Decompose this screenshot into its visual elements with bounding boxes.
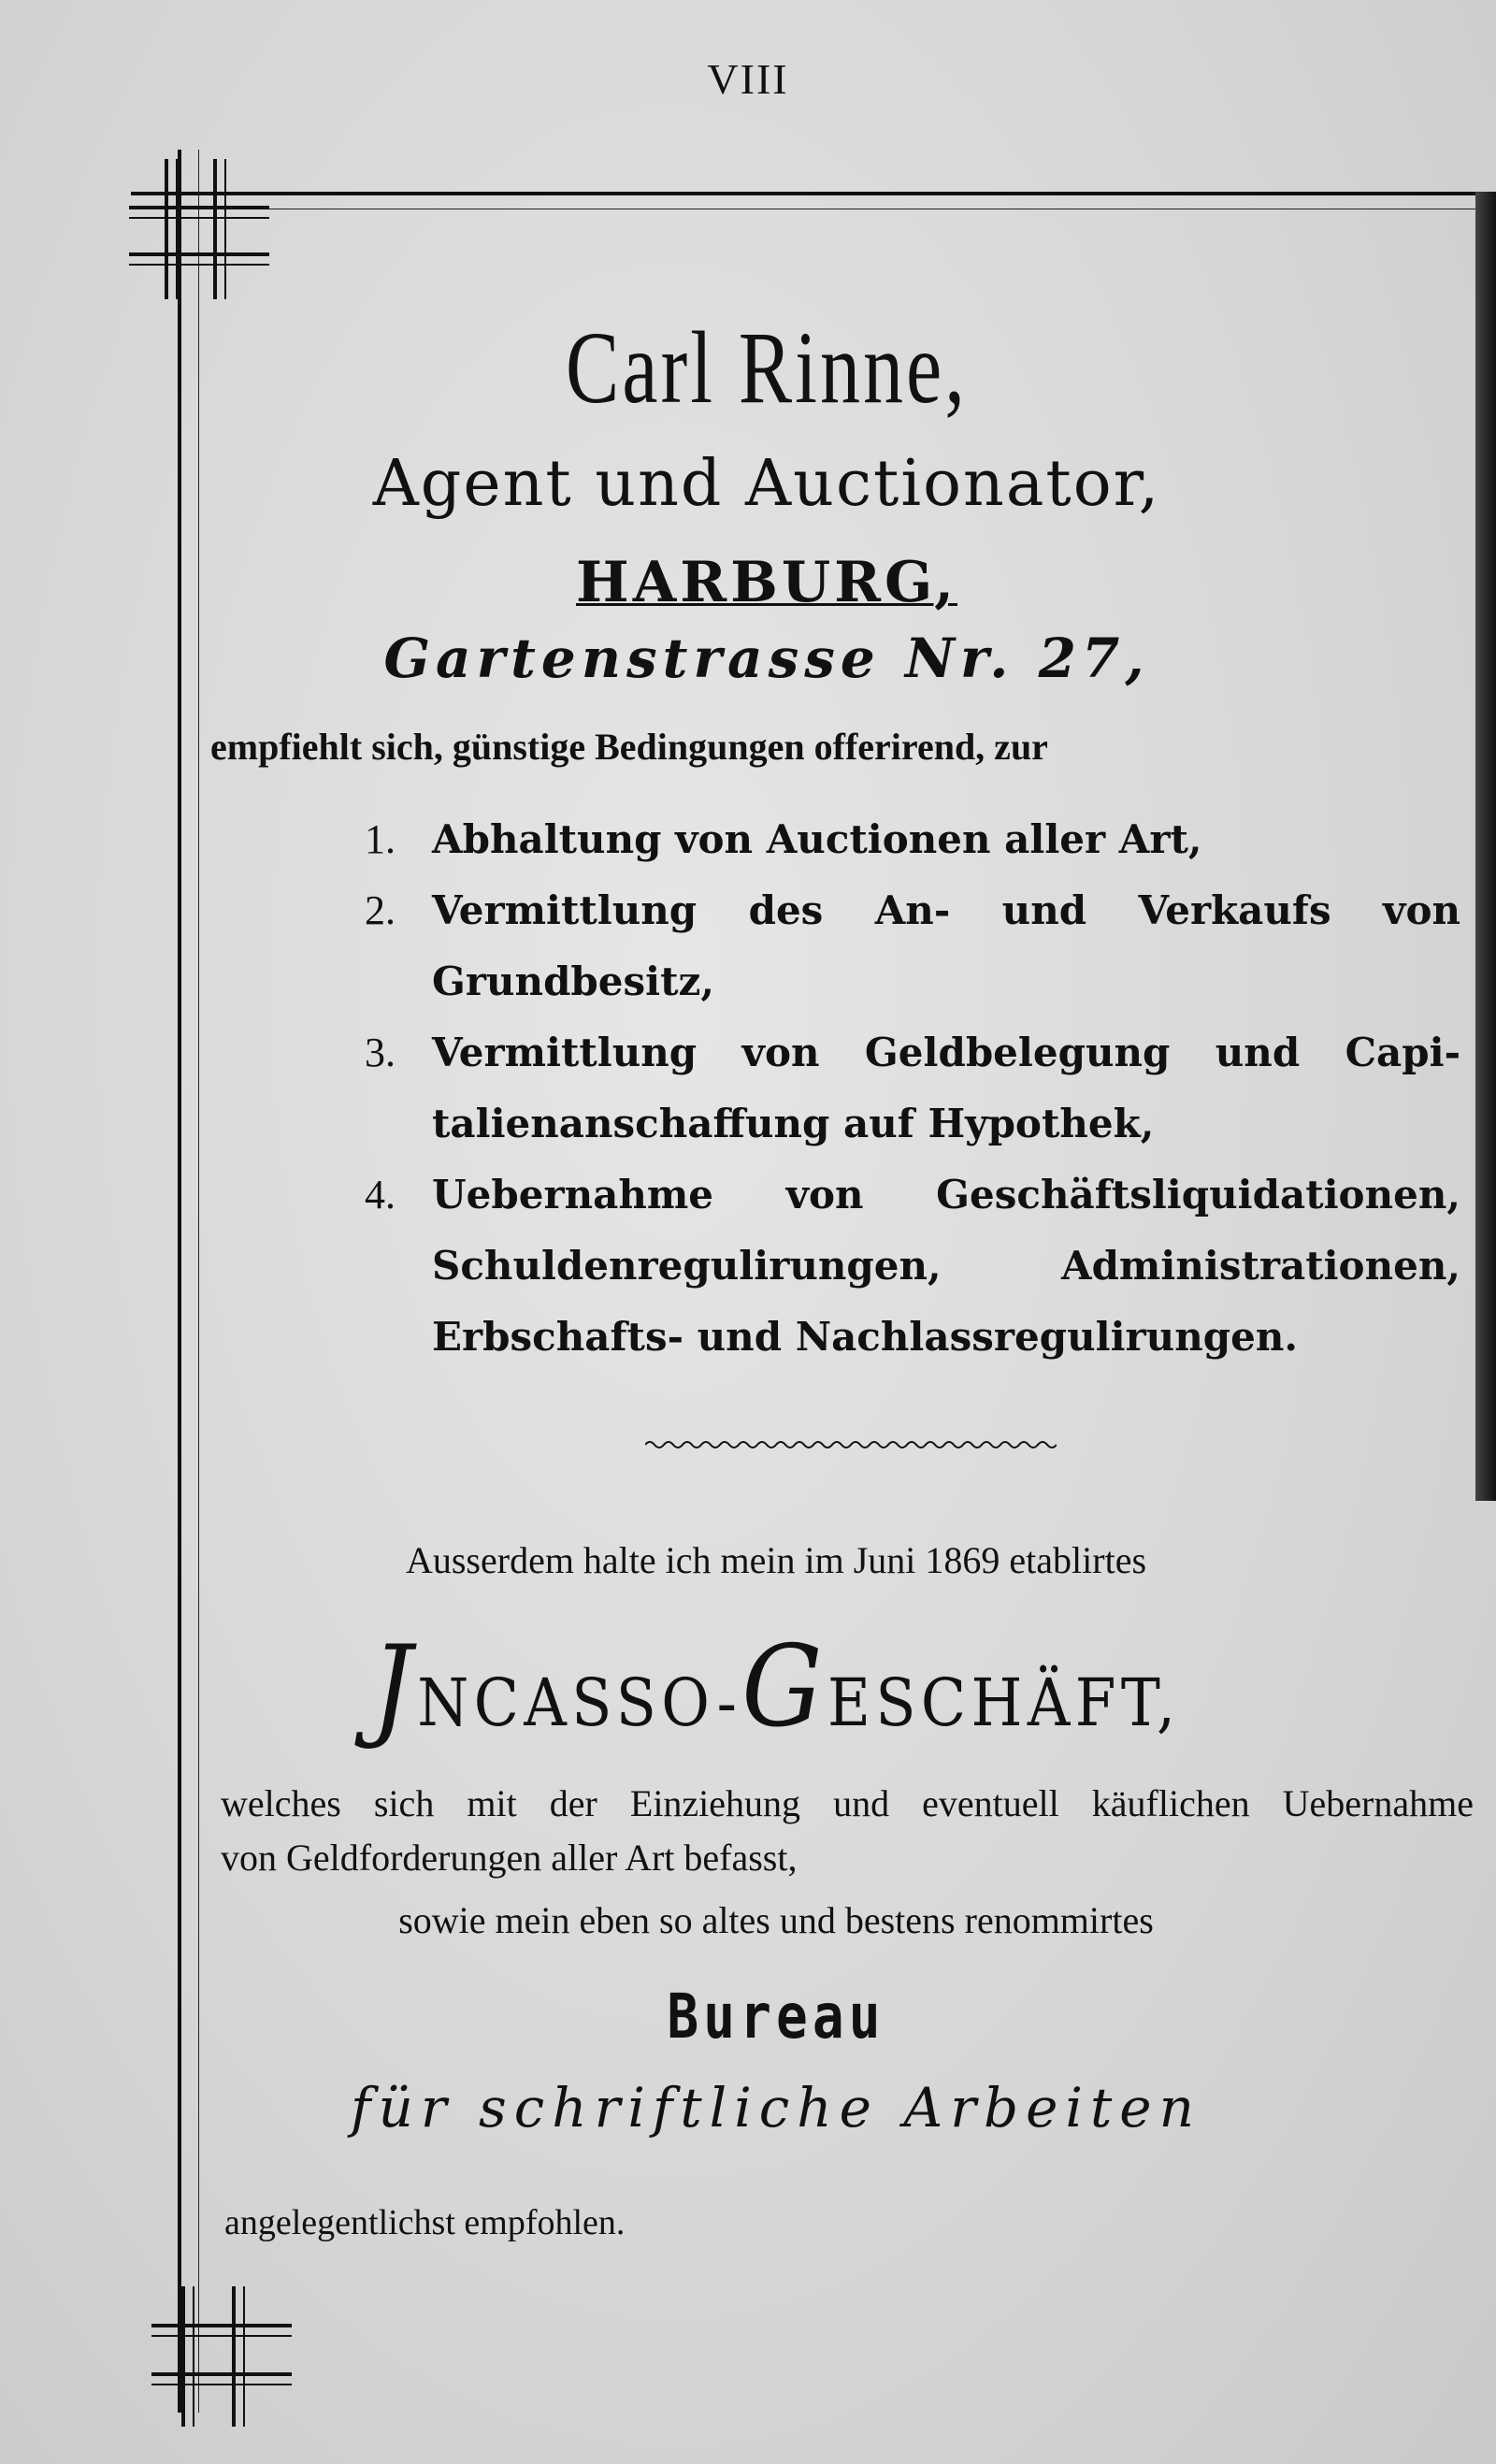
incasso-initial-j: J (371, 1622, 418, 1752)
frame-top-rule (131, 192, 1477, 209)
service-number: 4. (365, 1172, 396, 1218)
incasso-initial-g: G (741, 1622, 827, 1752)
service-line: Abhaltung von Auctionen aller Art, (432, 816, 1202, 862)
bureau-heading: Bureau (667, 1981, 885, 2053)
bureau-intro-text: sowie mein eben so altes und bestens renommirtes (398, 1899, 1154, 1941)
service-item (365, 1017, 1487, 1160)
incasso-description-line2 (221, 1831, 1474, 1885)
service-line: Grundbesitz, (432, 958, 714, 1004)
bureau-subheading: für schriftliche Arbeiten (351, 2076, 1201, 2140)
incasso-description-line1: welches sich mit der Einziehung und eventuell käuflichen Uebernahme (221, 1782, 1474, 1824)
service-line: talienanschaffung auf Hypothek, (432, 1101, 1155, 1146)
incasso-heading-part2: ESCHÄFT, (827, 1664, 1181, 1741)
service-line: Erbschafts- und Nachlassregulirungen. (432, 1314, 1298, 1360)
advertiser-city: HARBURG, (576, 550, 957, 615)
wavy-divider (645, 1435, 1057, 1454)
intro-text: empfiehlt sich, günstige Bedingungen offerirend, zur (210, 726, 1048, 768)
service-item (365, 875, 1487, 1017)
incasso-description-line2-text: von Geldforderungen aller Art befasst, (221, 1837, 798, 1879)
incasso-intro-text: Ausserdem halte ich mein im Juni 1869 etablirtes (405, 1539, 1147, 1581)
closing-text: angelegentlichst empfohlen. (224, 2203, 626, 2242)
service-line: Vermittlung des An- und Verkaufs von (432, 887, 1460, 933)
advertiser-street: Gartenstrasse Nr. 27, (383, 627, 1150, 690)
page-number: VIII (707, 55, 789, 103)
advertiser-name: Carl Rinne, (566, 310, 968, 425)
service-number: 2. (365, 887, 396, 933)
service-number: 1. (365, 816, 396, 862)
services-list (365, 804, 1487, 1373)
service-line: Vermittlung von Geldbelegung und Capi- (432, 1030, 1460, 1075)
service-item (365, 804, 1487, 875)
incasso-heading (78, 1622, 1474, 1752)
service-line: Schuldenregulirungen, Administrationen, (432, 1243, 1460, 1289)
service-item (365, 1160, 1487, 1373)
service-number: 3. (365, 1030, 396, 1075)
advertiser-title: Agent und Auctionator, (372, 447, 1161, 521)
service-line: Uebernahme von Geschäftsliquidationen, (432, 1172, 1460, 1218)
incasso-heading-part1: NCASSO- (417, 1664, 742, 1741)
